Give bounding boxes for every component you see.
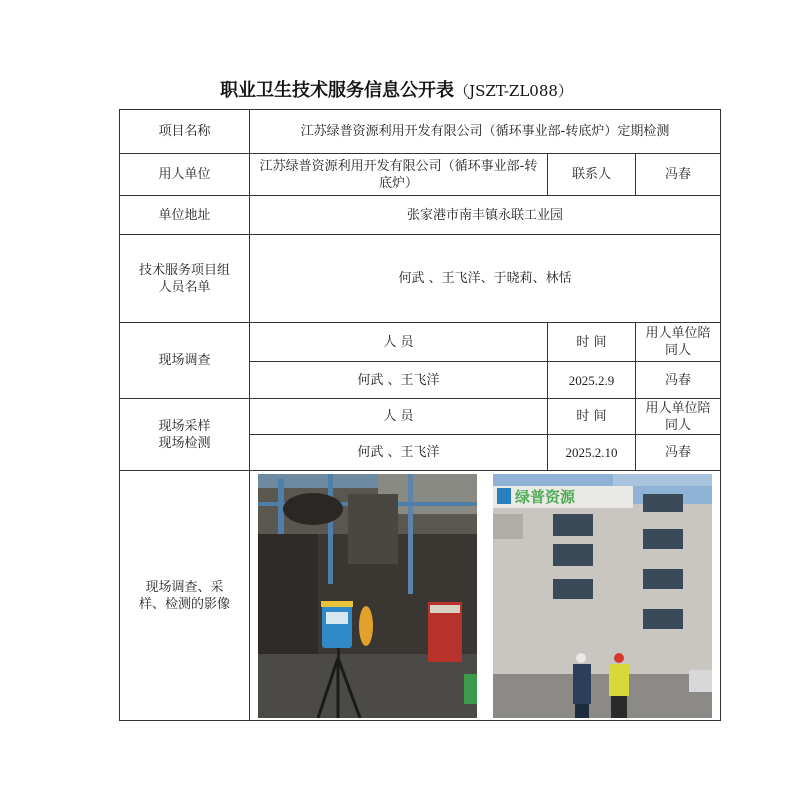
- team-value: 何武 、王飞洋、于晓莉、林恬: [250, 235, 721, 323]
- sampling-companion: 冯春: [636, 435, 721, 471]
- address-value: 张家港市南丰镇永联工业园: [250, 196, 721, 235]
- row-sampling-header: [120, 399, 721, 435]
- sampling-col-time: 时 间: [548, 399, 636, 435]
- project-name-value: 江苏绿普资源利用开发有限公司（循环事业部-转底炉）定期检测: [250, 110, 721, 154]
- images-cell: [250, 471, 721, 721]
- sampling-label-text: 现场采样现场检测: [158, 418, 211, 451]
- sampling-people: 何武 、王飞洋: [250, 435, 548, 471]
- team-label-text: 技术服务项目组人员名单: [138, 262, 230, 295]
- survey-col-time: 时 间: [548, 323, 636, 362]
- sampling-label: [120, 399, 250, 471]
- images-label-text: 现场调查、采样、检测的影像: [138, 579, 230, 612]
- survey-col-companion: 用人单位陪同人: [636, 323, 721, 362]
- survey-time: 2025.2.9: [548, 362, 636, 399]
- sampling-time: 2025.2.10: [548, 435, 636, 471]
- contact-label: 联系人: [548, 154, 636, 196]
- sampling-col-companion: 用人单位陪同人: [636, 399, 721, 435]
- row-employer: [120, 154, 721, 196]
- images-label: [120, 471, 250, 721]
- employer-value: 江苏绿普资源利用开发有限公司（循环事业部-转底炉）: [250, 154, 548, 196]
- row-project-name: [120, 110, 721, 154]
- row-team: [120, 235, 721, 323]
- title-text: 职业卫生技术服务信息公开表: [220, 80, 455, 101]
- building-sign-text: 绿普资源: [515, 487, 576, 506]
- info-table: [119, 109, 721, 721]
- sampling-col-people: 人 员: [250, 399, 548, 435]
- row-address: [120, 196, 721, 235]
- title-code: （JSZT-ZL088）: [454, 82, 573, 100]
- row-images: [120, 471, 721, 721]
- survey-people: 何武 、王飞洋: [250, 362, 548, 399]
- contact-value: 冯春: [636, 154, 721, 196]
- employer-label: 用人单位: [120, 154, 250, 196]
- address-label: 单位地址: [120, 196, 250, 235]
- row-survey-header: [120, 323, 721, 362]
- survey-companion: 冯春: [636, 362, 721, 399]
- building-entrance-image: [493, 474, 712, 718]
- page-title: [0, 76, 793, 102]
- factory-sampling-photo: [258, 474, 477, 718]
- survey-label: 现场调查: [120, 323, 250, 399]
- photos-container: [250, 474, 720, 718]
- team-label: [120, 235, 250, 323]
- building-entrance-photo: [493, 474, 712, 718]
- survey-col-people: 人 员: [250, 323, 548, 362]
- project-name-label: 项目名称: [120, 110, 250, 154]
- factory-sampling-image: [258, 474, 477, 718]
